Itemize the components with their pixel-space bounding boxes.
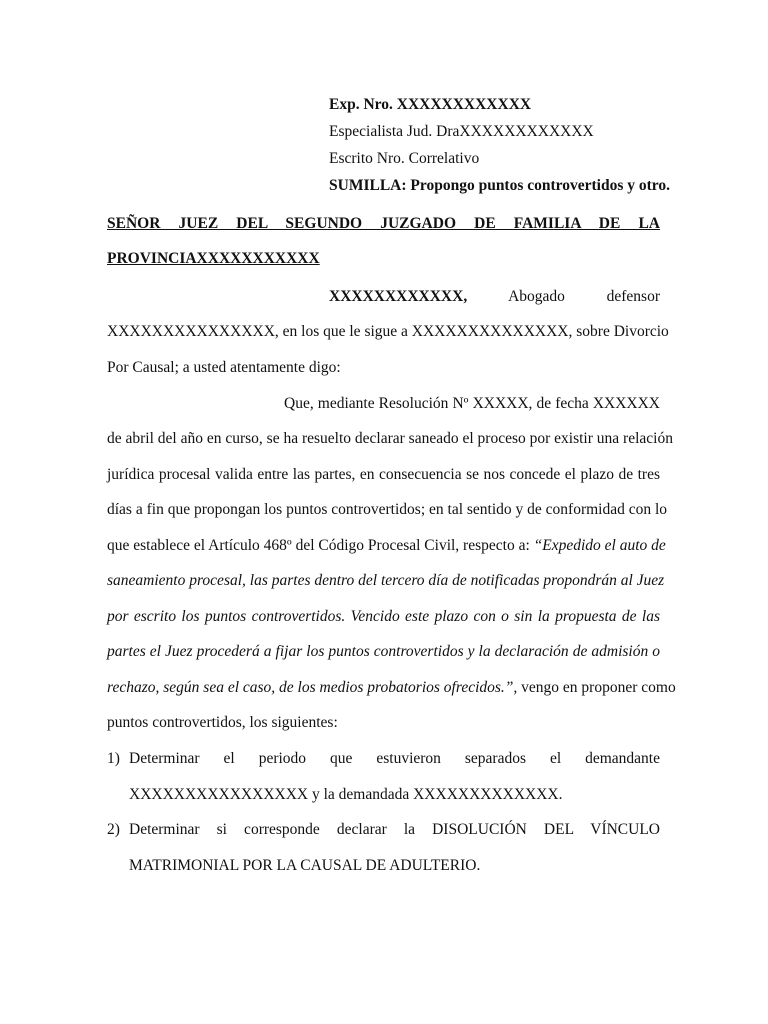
body-paragraph	[107, 421, 676, 741]
sumilla-line	[329, 172, 729, 199]
quote-line-8: partes el Juez procederá a fijar los puntos controvertidos y la declaración de admisión o	[107, 643, 660, 660]
role-word-2: defensor	[606, 288, 660, 305]
body-line-10: puntos controvertidos, los siguientes:	[107, 714, 338, 731]
quote-end: rechazo, según sea el caso, de los medios probatorios ofrecidos.”,	[107, 678, 518, 696]
quote-start: “Expedido el auto de	[533, 536, 666, 554]
item-number: 1)	[107, 750, 120, 767]
sumilla-text: Propongo puntos controvertidos y otro.	[406, 177, 671, 194]
item-number: 2)	[107, 821, 120, 838]
body-line-3: jurídica procesal valida entre las partes, en consecuencia se nos concede el plazo de tres	[107, 465, 660, 483]
case-number: Exp. Nro. XXXXXXXXXXXX	[329, 96, 532, 113]
body-line-2: de abril del año en curso, se ha resuelto declarar saneado el proceso por existir una relación	[107, 430, 673, 447]
intro-paragraph	[107, 314, 669, 385]
item-line-2: XXXXXXXXXXXXXXXX y la demandada XXXXXXXXXXXXX.	[129, 785, 563, 803]
intro-line-3: Por Causal; a usted atentamente digo:	[107, 358, 341, 376]
specialist-line: Especialista Jud. DraXXXXXXXXXXXX	[329, 123, 594, 140]
list-item	[107, 741, 660, 812]
brief-number: Escrito Nro. Correlativo	[329, 150, 480, 167]
quote-line-7: por escrito los puntos controvertidos. Vencido este plazo con o sin la propuesta de las	[107, 607, 660, 625]
role-word-1: Abogado	[508, 288, 565, 305]
body-line-5	[107, 528, 666, 564]
body-line-4: días a fin que propongan los puntos controvertidos; en tal sentido y de conformidad con lo	[107, 501, 668, 518]
item-line-1: Determinar el periodo que estuvieron separados el demandante	[129, 750, 660, 767]
item-line-1: Determinar si corresponde declarar la DISOLUCIÓN DEL VÍNCULO	[129, 821, 660, 838]
party-name: XXXXXXXXXXXX,	[329, 288, 468, 305]
body-line-9-plain: vengo en proponer como	[517, 678, 676, 696]
sumilla-label: SUMILLA:	[329, 177, 407, 194]
body-line-5-plain: que establece el Artículo 468º del Código Procesal Civil, respecto a:	[107, 536, 534, 554]
case-header	[329, 91, 729, 199]
intro-first-line	[329, 279, 660, 315]
item-line-2: MATRIMONIAL POR LA CAUSAL DE ADULTERIO.	[129, 856, 481, 874]
body-first-line: Que, mediante Resolución Nº XXXXX, de fecha XXXXXX	[284, 395, 660, 412]
body-line-9	[107, 670, 676, 706]
list-item	[107, 812, 660, 883]
addressee-line-2: PROVINCIAXXXXXXXXXXX	[107, 250, 320, 267]
quote-line-6: saneamiento procesal, las partes dentro del tercero día de notificadas propondrán al Juez	[107, 572, 665, 589]
intro-line-2: XXXXXXXXXXXXXXX, en los que le sigue a XXXXXXXXXXXXXX, sobre Divorcio	[107, 323, 669, 340]
addressee-line-1: SEÑOR JUEZ DEL SEGUNDO JUZGADO DE FAMILIA DE LA	[107, 215, 660, 232]
